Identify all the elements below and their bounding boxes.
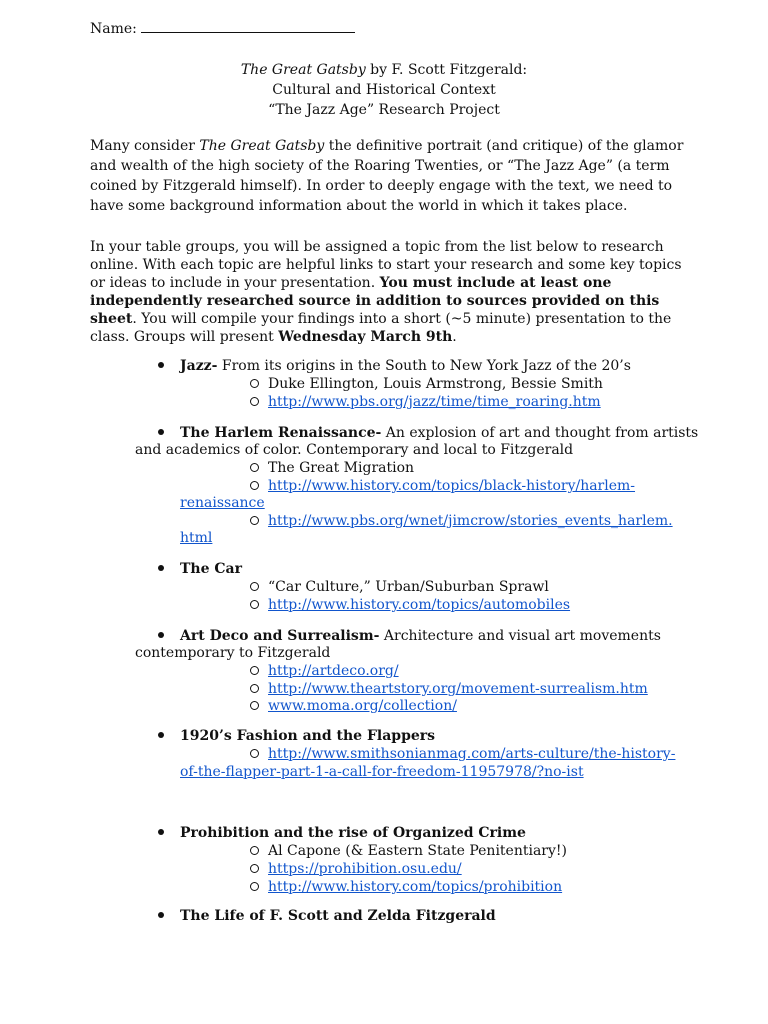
name-blank-line [141,19,355,33]
link-history-prohibition[interactable]: http://www.history.com/topics/prohibition [268,879,563,895]
list-item [250,860,462,878]
list-item [250,477,635,495]
list-item-continued [180,529,212,547]
topic-art-deco-desc-continued: contemporary to Fitzgerald [135,645,331,661]
intro-paragraph-1: Many consider The Great Gatsby the definitive portrait (and critique) of the glamor and wealth of the high society of the Roaring Twenties, or “The Jazz Age” (a term coined by Fitzgerald himself). In order to deeply engage with the text, we need to have some background information about the world in which it takes place. [90,138,684,214]
link-moma-collection[interactable]: www.moma.org/collection/ [268,698,457,714]
list-item [250,393,601,411]
link-history-harlem[interactable]: http://www.history.com/topics/black-history/harlem- [268,478,636,494]
topic-fitzgerald-life: The Life of F. Scott and Zelda Fitzgerald [158,907,496,925]
bullet-icon [158,829,164,835]
link-pbs-harlem-continued[interactable]: html [180,530,213,546]
title-author: by F. Scott Fitzgerald: [365,62,528,78]
bullet-icon [158,912,164,918]
list-item: Duke Ellington, Louis Armstrong, Bessie Smith [250,375,603,393]
circle-bullet-icon [250,846,259,855]
circle-bullet-icon [250,463,259,472]
topic-prohibition: Prohibition and the rise of Organized Crime [158,824,526,842]
bullet-icon [158,632,164,638]
topic-the-car: The Car [158,560,242,578]
link-pbs-jazz[interactable]: http://www.pbs.org/jazz/time/time_roaring.htm [268,394,601,410]
link-smithsonian-flapper-continued[interactable]: of-the-flapper-part-1-a-call-for-freedom-11957978/?no-ist [180,764,584,780]
list-item: Al Capone (& Eastern State Penitentiary!) [250,842,567,860]
bullet-icon [158,429,164,435]
list-item-continued [180,763,584,781]
list-item [250,745,675,763]
circle-bullet-icon [250,701,259,710]
list-item [250,512,673,530]
topic-harlem-renaissance: The Harlem Renaissance- An explosion of art and thought from artists [158,424,698,442]
list-item-continued [180,494,265,512]
link-pbs-harlem[interactable]: http://www.pbs.org/wnet/jimcrow/stories_events_harlem. [268,513,673,529]
circle-bullet-icon [250,666,259,675]
circle-bullet-icon [250,397,259,406]
list-item [250,680,648,698]
link-smithsonian-flapper[interactable]: http://www.smithsonianmag.com/arts-culture/the-history- [268,746,676,762]
name-label: Name: [90,21,137,37]
title-line-1 [0,61,768,79]
link-artdeco[interactable]: http://artdeco.org/ [268,663,399,679]
link-prohibition-osu[interactable]: https://prohibition.osu.edu/ [268,861,462,877]
topic-jazz: Jazz- From its origins in the South to New York Jazz of the 20’s [158,357,631,375]
circle-bullet-icon [250,684,259,693]
name-field [90,19,355,38]
circle-bullet-icon [250,379,259,388]
list-item [250,878,562,896]
circle-bullet-icon [250,882,259,891]
circle-bullet-icon [250,582,259,591]
link-history-harlem-continued[interactable]: renaissance [180,495,265,511]
bullet-icon [158,732,164,738]
title-line-2: Cultural and Historical Context [272,82,496,98]
topic-harlem-desc-continued: and academics of color. Contemporary and local to Fitzgerald [135,442,574,458]
circle-bullet-icon [250,600,259,609]
book-title: The Great Gatsby [240,62,366,78]
list-item [250,697,457,715]
circle-bullet-icon [250,864,259,873]
list-item [250,596,570,614]
intro-paragraph-2: In your table groups, you will be assigned a topic from the list below to research online. With each topic are helpful links to start your research and some key topics or ideas to include in your presentation. You must include at least one independently researched source in addition to sources provided on this sheet. You will compile your findings into a short (~5 minute) presentation to the class. Groups will present Wednesday March 9th. [90,239,682,345]
circle-bullet-icon [250,516,259,525]
bullet-icon [158,362,164,368]
title-line-3: “The Jazz Age” Research Project [268,102,500,118]
link-theartstory-surrealism[interactable]: http://www.theartstory.org/movement-surrealism.htm [268,681,648,697]
list-item: The Great Migration [250,459,414,477]
list-item [250,662,399,680]
link-history-automobiles[interactable]: http://www.history.com/topics/automobiles [268,597,571,613]
list-item: “Car Culture,” Urban/Suburban Sprawl [250,578,549,596]
topic-fashion-flappers: 1920’s Fashion and the Flappers [158,727,435,745]
circle-bullet-icon [250,481,259,490]
topic-art-deco-surrealism: Art Deco and Surrealism- Architecture and visual art movements [158,627,661,645]
circle-bullet-icon [250,749,259,758]
bullet-icon [158,565,164,571]
